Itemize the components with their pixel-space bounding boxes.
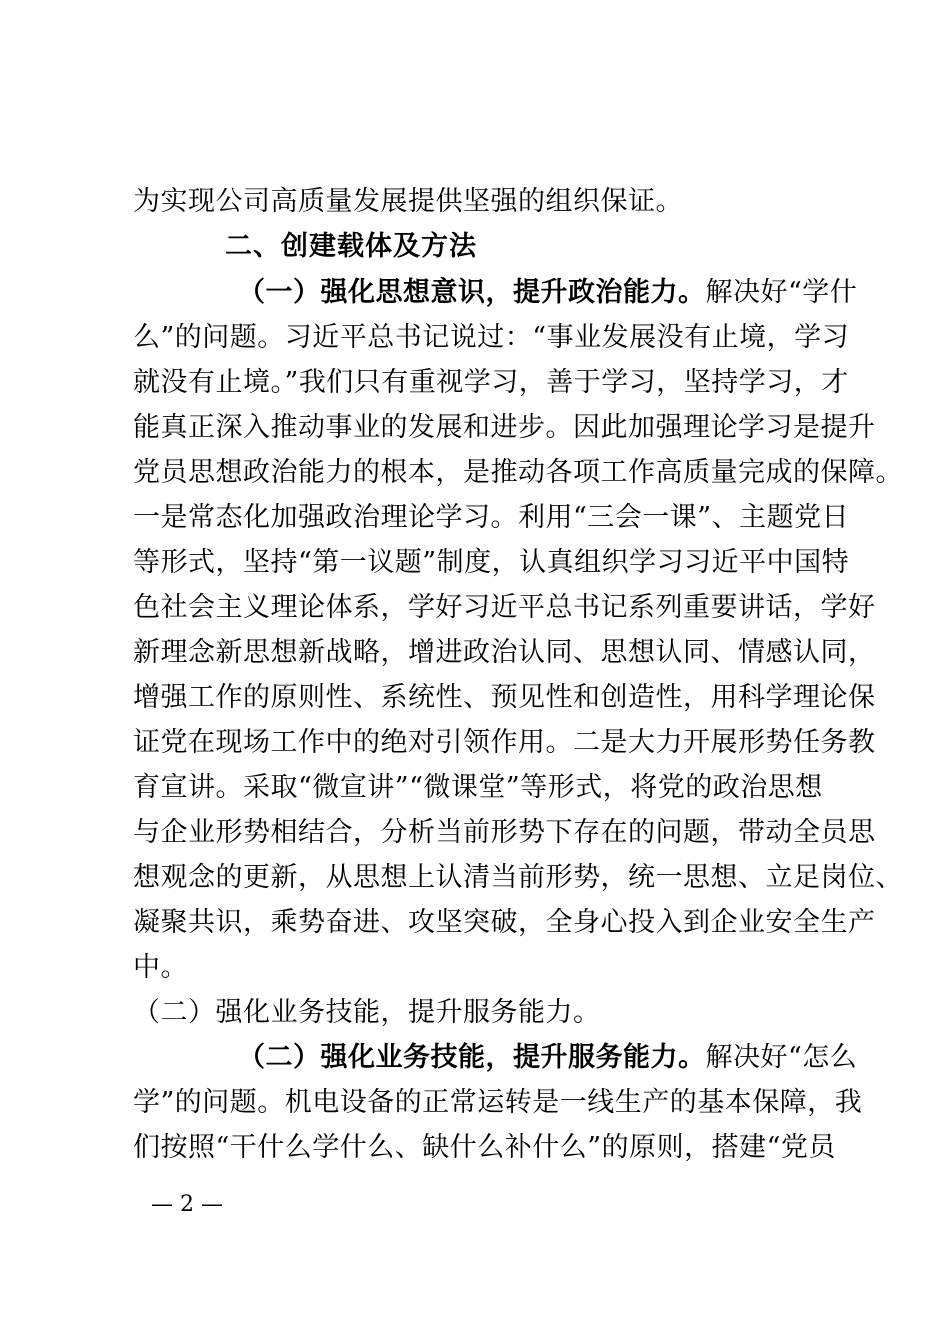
body-line: 为实现公司高质量发展提供坚强的组织保证。 <box>133 186 683 217</box>
subsection-heading: （一）强化思想意识，提升政治能力。 <box>238 277 706 308</box>
body-line: 一是常态化加强政治理论学习。利用“三会一课”、主题党日 <box>133 502 850 533</box>
paragraph-first-line <box>238 271 857 315</box>
body-line: 中。 <box>133 952 188 983</box>
body-line: 学”的问题。机电设备的正常运转是一线生产的基本保障，我 <box>133 1087 863 1118</box>
body-line: 证党在现场工作中的绝对引领作用。二是大力开展形势任务教 <box>133 727 876 758</box>
body-line: 么”的问题。习近平总书记说过：“事业发展没有止境，学习 <box>133 322 850 353</box>
body-line: 能真正深入推动事业的发展和进步。因此加强理论学习是提升 <box>133 412 876 443</box>
body-line: 与企业形势相结合，分析当前形势下存在的问题，带动全员思 <box>133 817 876 848</box>
body-line: 们按照“干什么学什么、缺什么补什么”的原则，搭建“党员 <box>133 1132 836 1163</box>
body-line: 色社会主义理论体系，学好习近平总书记系列重要讲话，学好 <box>133 592 876 623</box>
section-heading: 二、创建载体及方法 <box>225 231 477 262</box>
body-line: 新理念新思想新战略，增进政治认同、思想认同、情感认同， <box>133 637 876 668</box>
body-line: 育宣讲。采取“微宣讲”“微课堂”等形式，将党的政治思想 <box>133 772 823 803</box>
body-line: 增强工作的原则性、系统性、预见性和创造性，用科学理论保 <box>133 682 876 713</box>
body-line: 等形式，坚持“第一议题”制度，认真组织学习习近平中国特 <box>133 547 850 578</box>
subsection-heading: （二）强化业务技能，提升服务能力。 <box>238 1042 706 1073</box>
body-line: 就没有止境。”我们只有重视学习，善于学习，坚持学习，才 <box>133 367 849 398</box>
body-line: （二）强化业务技能，提升服务能力。 <box>133 997 601 1028</box>
page-number: — 2 — <box>151 1192 223 1217</box>
paragraph-first-line <box>238 1036 857 1080</box>
body-text: 解决好“怎么 <box>705 1042 858 1073</box>
body-line: 想观念的更新，从思想上认清当前形势，统一思想、立足岗位、 <box>133 862 903 893</box>
body-text: 解决好“学什 <box>705 277 858 308</box>
body-line: 凝聚共识，乘势奋进、攻坚突破，全身心投入到企业安全生产 <box>133 907 876 938</box>
body-line: 党员思想政治能力的根本，是推动各项工作高质量完成的保障。 <box>133 457 903 488</box>
